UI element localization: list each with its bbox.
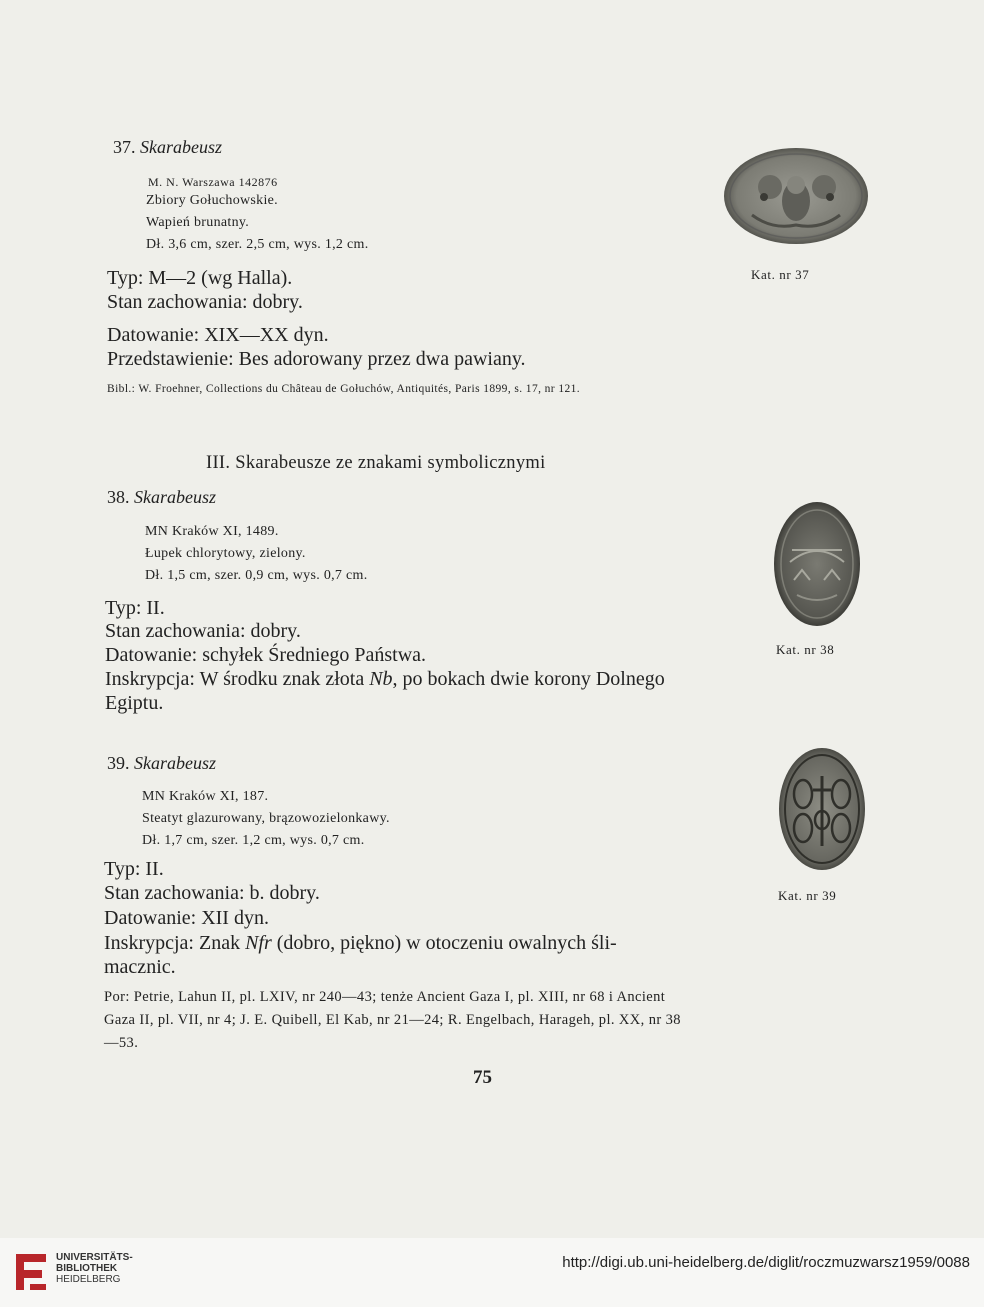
entry-37-depiction: Przedstawienie: Bes adorowany przez dwa pawiany. [107,348,526,370]
meta-line: Wapień brunatny. [146,215,250,230]
meta-line: Dł. 1,7 cm, szer. 1,2 cm, wys. 0,7 cm. [142,833,365,848]
page-number: 75 [473,1067,492,1088]
section-heading: III. Skarabeusze ze znakami symbolicznymi [206,453,546,473]
caption-37: Kat. nr 37 [751,267,810,282]
scarab-38-image [772,500,862,628]
entry-38-title [107,487,216,508]
entry-name: Skarabeusz [140,137,222,157]
meta-line: Dł. 3,6 cm, szer. 2,5 cm, wys. 1,2 cm. [146,237,369,252]
entry-number: 38. [107,487,130,507]
entry-37-dating: Datowanie: XIX—XX dyn. [107,324,329,346]
library-name[interactable]: UNIVERSITÄTS- BIBLIOTHEK HEIDELBERG [56,1252,133,1285]
source-url-link[interactable]: http://digi.ub.uni-heidelberg.de/diglit/roczmuzwarsz1959/0088 [562,1254,970,1271]
meta-line: Łupek chlorytowy, zielony. [145,546,306,561]
meta-line: MN Kraków XI, 1489. [145,524,279,539]
scarab-37-image [722,145,870,247]
entry-37-meta [146,190,369,256]
entry-39-meta [142,786,390,852]
entry-37-bibliography: Bibl.: W. Froehner, Collections du Château de Gołuchów, Antiquités, Paris 1899, s. 17, nr 121. [107,383,581,395]
meta-line: Steatyt glazurowany, brązowozielonkawy. [142,811,390,826]
entry-38-condition: Stan zachowania: dobry. [105,620,301,642]
footer-bar [0,1238,984,1307]
entry-38-inscription: Inskrypcja: W środku znak złota Nb, po bokach dwie korony Dolnego [105,668,665,690]
entry-39-title [107,753,216,774]
entry-38-inscription-cont: Egiptu. [105,692,164,714]
entry-39-type: Typ: II. [104,858,164,880]
entry-38-meta [145,521,368,587]
meta-line: Zbiory Gołuchowskie. [146,193,278,208]
entry-39-dating: Datowanie: XII dyn. [104,907,269,929]
entry-37-title [113,137,222,158]
caption-39: Kat. nr 39 [778,888,837,903]
entry-39-references: Por: Petrie, Lahun II, pl. LXIV, nr 240—43; tenże Ancient Gaza I, pl. XIII, nr 68 i Ancient Gaza II, pl. VII, nr 4; J. E. Quibell, El Kab, nr 21—24; R. Engelbach, Harageh, pl. XX, nr 38—53. [104,989,681,1051]
entry-name: Skarabeusz [134,487,216,507]
entry-37-condition: Stan zachowania: dobry. [107,291,303,313]
entry-39-inscription: Inskrypcja: Znak Nfr (dobro, piękno) w otoczeniu owalnych śli- [104,932,617,954]
scarab-39-image [777,746,867,872]
university-library-logo-icon[interactable] [12,1250,50,1294]
entry-name: Skarabeusz [134,753,216,773]
entry-38-type: Typ: II. [105,597,165,619]
caption-38: Kat. nr 38 [776,642,835,657]
meta-line: MN Kraków XI, 187. [142,789,269,804]
entry-39-condition: Stan zachowania: b. dobry. [104,882,320,904]
entry-38-dating: Datowanie: schyłek Średniego Państwa. [105,644,427,666]
entry-number: 39. [107,753,130,773]
entry-37-type: Typ: M—2 (wg Halla). [107,267,293,289]
entry-39-inscription-cont: macznic. [104,956,176,978]
meta-line: Dł. 1,5 cm, szer. 0,9 cm, wys. 0,7 cm. [145,568,368,583]
entry-37-inventory: M. N. Warszawa 142876 [148,175,278,189]
entry-number: 37. [113,137,136,157]
